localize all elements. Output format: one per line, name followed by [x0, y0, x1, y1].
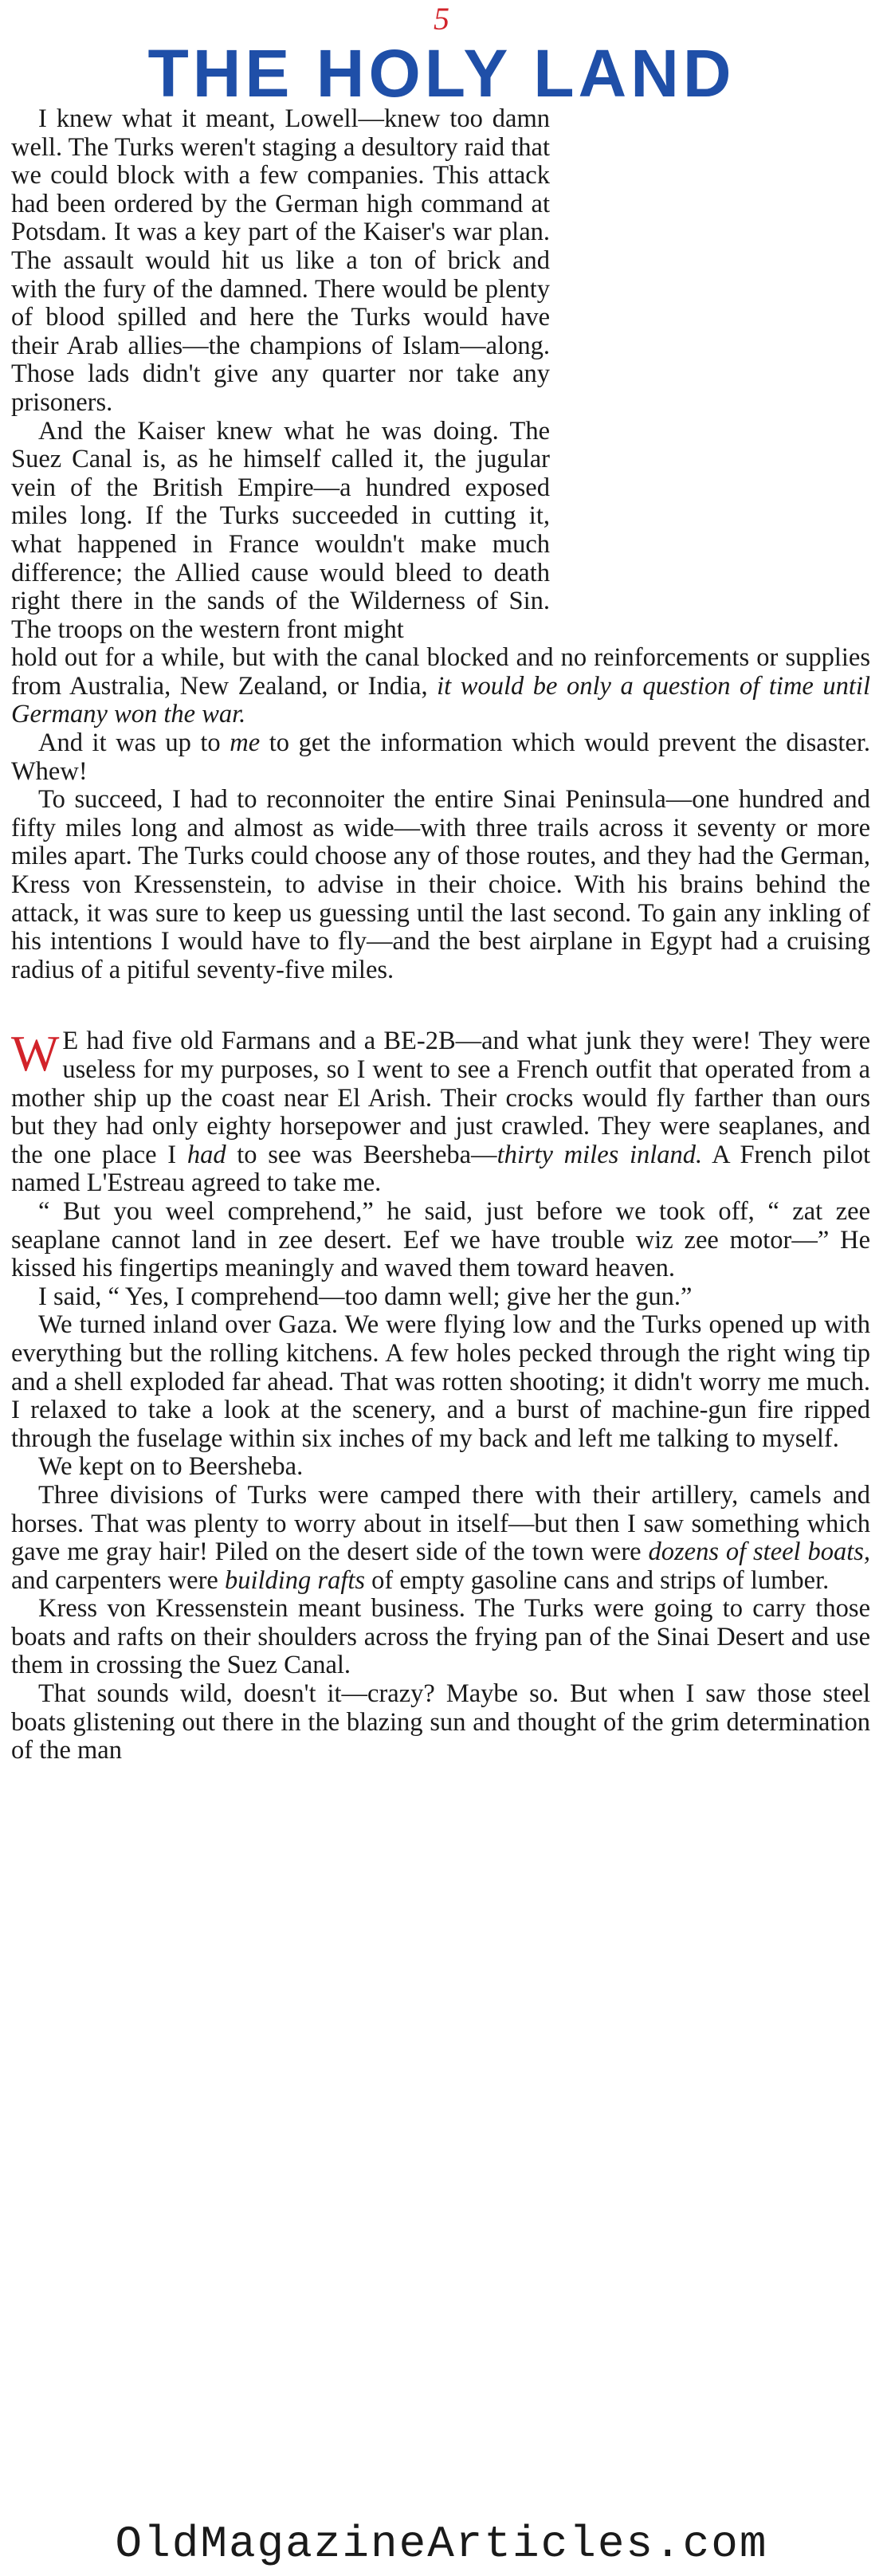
page-number: 5 — [434, 1, 449, 37]
paragraph-text: hold out for a while, but with the canal blocked and no reinforcements or supplies from Australia, New Zealand, or India, — [11, 643, 870, 701]
emphasis-text: it would be only a question of time until Germany won the war. — [11, 671, 870, 729]
paragraph: To succeed, I had to reconnoiter the entire Sinai Peninsula—one hundred and fifty miles long and almost as wide—with three trails across it seventy or more miles apart. The Turks could choose any of those routes, and they had the German, Kress von Kressenstein, to advise in their choice. With his brains behind the attack, it was sure to keep us guessing until the last second. To gain any inkling of his intentions I would have to fly—and the best airplane in Egypt had a cruising radius of a pitiful seventy-five miles. — [11, 785, 870, 984]
paragraph: I knew what it meant, Lowell—knew too damn well. The Turks weren't staging a desultory raid that we could block with a few companies. This attack had been ordered by the German high command at Potsdam. It was a key part of the Kaiser's war plan. The assault would hit us like a ton of brick and with the fury of the damned. There would be plenty of blood spilled and here the Turks would have their Arab allies—the champions of Islam—along. Those lads didn't give any quarter nor take any prisoners. — [11, 104, 550, 417]
article-body — [11, 105, 870, 1765]
source-watermark: OldMagazineArticles.com — [115, 2519, 768, 2570]
section-gap — [11, 984, 870, 1027]
emphasis-text: me — [230, 728, 261, 758]
paragraph — [11, 1482, 870, 1595]
article-headline: THE HOLY LAND — [147, 36, 736, 111]
paragraph: We turned inland over Gaza. We were flying low and the Turks opened up with everything but the rolling kitchens. A few holes pecked through the right wing tip and a shell exploded far ahead. That was rotten shooting; it didn't worry me much. I relaxed to take a look at the scenery, and a burst of machine-gun fire ripped through the fuselage within six inches of my back and left me talking to myself. — [11, 1310, 870, 1453]
emphasis-text: had — [186, 1140, 226, 1169]
paragraph — [11, 729, 870, 786]
paragraph-text: to see was Beersheba— — [226, 1140, 497, 1169]
paragraph-text: A French pilot named L'Estreau agreed to take me. — [11, 1140, 870, 1198]
paragraph-text: and carpenters were — [11, 1565, 225, 1595]
paragraph-text: to get the information which would prevent the disaster. Whew! — [11, 728, 870, 786]
paragraph: I said, “ Yes, I comprehend—too damn well; give her the gun.” — [38, 1282, 693, 1311]
emphasis-text: dozens of steel boats, — [648, 1537, 871, 1567]
paragraph: “ But you weel comprehend,” he said, just before we took off, “ zat zee seaplane cannot land in zee desert. Eef we have trouble wiz zee motor—” He kissed his fingertips meaningly and waved them toward heaven. — [11, 1196, 870, 1283]
paragraph-continuation — [11, 644, 870, 729]
emphasis-text: building rafts — [224, 1565, 366, 1595]
drop-cap: W — [11, 1025, 60, 1082]
paragraph: That sounds wild, doesn't it—crazy? Maybe so. But when I saw those steel boats glistening out there in the blazing sun and thought of the grim determination of the man — [11, 1679, 870, 1765]
paragraph-text: E had five old Farmans and a BE-2B—and what junk they were! They were useless for my purposes, so I went to see a French outfit that operated from a mother ship up the coast near El Arish. Their crocks would fly farther than ours but they had only eighty horsepower and just crawled. They were seaplanes, and the one place I — [11, 1027, 870, 1169]
emphasis-text: thirty miles inland. — [496, 1140, 703, 1169]
paragraph — [11, 1027, 870, 1198]
paragraph: And the Kaiser knew what he was doing. The Suez Canal is, as he himself called it, the jugular vein of the British Empire—a hundred exposed miles long. If the Turks succeeded in cutting it, what happened in France wouldn't make much difference; the Allied cause would bleed to death right there in the sands of the Wilderness of Sin. The troops on the western front might — [11, 416, 550, 644]
paragraph: Kress von Kressenstein meant business. The Turks were going to carry those boats and rafts on their shoulders across the frying pan of the Sinai Desert and use them in crossing the Suez Canal. — [11, 1594, 870, 1680]
paragraph-text: And it was up to — [38, 728, 230, 758]
paragraph: We kept on to Beersheba. — [38, 1452, 304, 1482]
paragraph-text: Three divisions of Turks were camped there with their artillery, camels and horses. That was plenty to worry about in itself—but then I saw something which gave me gray hair! Piled on the desert side of the town were — [11, 1480, 870, 1567]
paragraph-text: of empty gasoline cans and strips of lumber. — [365, 1565, 830, 1595]
